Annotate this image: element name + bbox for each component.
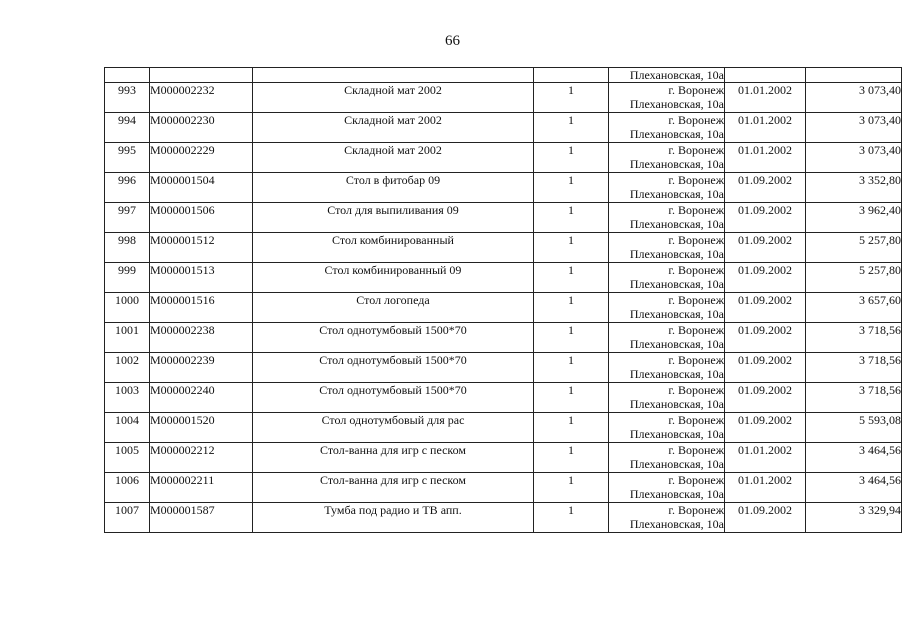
cell-name: Стол однотумбовый 1500*70: [253, 353, 534, 383]
address-city: г. Воронеж: [668, 353, 724, 367]
cell-qty: 1: [534, 443, 609, 473]
cell-sum: 5 257,80: [806, 263, 902, 293]
cell-qty: 1: [534, 353, 609, 383]
address-city: г. Воронеж: [668, 113, 724, 127]
page-number: 66: [445, 33, 460, 49]
cell-code: М000002238: [150, 323, 253, 353]
cell-name: Стол комбинированный: [253, 233, 534, 263]
cell-code: М000001516: [150, 293, 253, 323]
cell-name: Стол комбинированный 09: [253, 263, 534, 293]
cell-address: [609, 413, 725, 443]
cell-num: 1006: [105, 473, 150, 503]
address-street: Плехановская, 10а: [629, 427, 724, 441]
cell-qty: 1: [534, 263, 609, 293]
cell-name: Стол однотумбовый 1500*70: [253, 383, 534, 413]
cell-date: 01.09.2002: [725, 323, 806, 353]
address-city: г. Воронеж: [668, 143, 724, 157]
continuation-row: [105, 68, 902, 83]
cell-num: 1003: [105, 383, 150, 413]
cell-num: 997: [105, 203, 150, 233]
cell-address: [609, 173, 725, 203]
address-street: Плехановская, 10а: [629, 517, 724, 531]
cell-name: Стол в фитобар 09: [253, 173, 534, 203]
cell-code: М000002229: [150, 143, 253, 173]
cell-sum: 3 464,56: [806, 473, 902, 503]
cell-date: 01.09.2002: [725, 233, 806, 263]
cell-qty: 1: [534, 503, 609, 533]
address-street: Плехановская, 10а: [629, 307, 724, 321]
cell-qty: 1: [534, 113, 609, 143]
table-row: [105, 83, 902, 113]
cell-sum: 3 073,40: [806, 113, 902, 143]
cell-address: [609, 233, 725, 263]
cell-code: М000002211: [150, 473, 253, 503]
address-city: г. Воронеж: [668, 323, 724, 337]
table-row: [105, 263, 902, 293]
table-row: [105, 413, 902, 443]
cell-num: 993: [105, 83, 150, 113]
table-row: [105, 203, 902, 233]
cell-num: 998: [105, 233, 150, 263]
address-street: Плехановская, 10а: [629, 337, 724, 351]
inventory-table-body: [105, 68, 902, 533]
address-city: г. Воронеж: [668, 413, 724, 427]
cell-sum: [806, 68, 902, 83]
table-row: [105, 443, 902, 473]
cell-name: Складной мат 2002: [253, 83, 534, 113]
cell-sum: 5 257,80: [806, 233, 902, 263]
cell-code: М000001504: [150, 173, 253, 203]
cell-code: М000001506: [150, 203, 253, 233]
cell-num: 1001: [105, 323, 150, 353]
cell-date: 01.09.2002: [725, 383, 806, 413]
cell-code: М000001520: [150, 413, 253, 443]
address-street: Плехановская, 10а: [629, 127, 724, 141]
cell-code: [150, 68, 253, 83]
cell-address: [609, 473, 725, 503]
cell-code: М000002240: [150, 383, 253, 413]
cell-address: [609, 203, 725, 233]
cell-sum: 3 718,56: [806, 353, 902, 383]
cell-date: 01.09.2002: [725, 353, 806, 383]
cell-sum: 3 073,40: [806, 83, 902, 113]
cell-sum: 3 329,94: [806, 503, 902, 533]
cell-date: 01.01.2002: [725, 143, 806, 173]
cell-qty: 1: [534, 473, 609, 503]
cell-sum: 5 593,08: [806, 413, 902, 443]
cell-address: [609, 293, 725, 323]
table-row: [105, 143, 902, 173]
cell-code: М000002232: [150, 83, 253, 113]
cell-name: Стол для выпиливания 09: [253, 203, 534, 233]
address-street: Плехановская, 10а: [629, 277, 724, 291]
cell-code: М000002239: [150, 353, 253, 383]
table-row: [105, 383, 902, 413]
cell-num: 995: [105, 143, 150, 173]
cell-address: [609, 263, 725, 293]
cell-code: М000001587: [150, 503, 253, 533]
cell-code: М000001512: [150, 233, 253, 263]
cell-name: Стол-ванна для игр с песком: [253, 473, 534, 503]
cell-date: 01.09.2002: [725, 503, 806, 533]
address-street: Плехановская, 10а: [629, 187, 724, 201]
cell-qty: 1: [534, 83, 609, 113]
cell-address: Плехановская, 10а: [609, 68, 725, 83]
cell-date: 01.01.2002: [725, 113, 806, 143]
cell-qty: [534, 68, 609, 83]
cell-qty: 1: [534, 233, 609, 263]
table-row: [105, 233, 902, 263]
cell-code: М000001513: [150, 263, 253, 293]
cell-address: [609, 83, 725, 113]
cell-qty: 1: [534, 323, 609, 353]
table-row: [105, 353, 902, 383]
cell-name: Стол-ванна для игр с песком: [253, 443, 534, 473]
cell-address: [609, 443, 725, 473]
table-row: [105, 473, 902, 503]
cell-date: 01.09.2002: [725, 173, 806, 203]
address-city: г. Воронеж: [668, 503, 724, 517]
address-street: Плехановская, 10а: [629, 367, 724, 381]
cell-sum: 3 718,56: [806, 323, 902, 353]
cell-address: [609, 383, 725, 413]
cell-qty: 1: [534, 173, 609, 203]
cell-sum: 3 962,40: [806, 203, 902, 233]
address-street: Плехановская, 10а: [629, 397, 724, 411]
address-city: г. Воронеж: [668, 83, 724, 97]
cell-sum: 3 352,80: [806, 173, 902, 203]
cell-date: 01.09.2002: [725, 263, 806, 293]
cell-num: 996: [105, 173, 150, 203]
cell-date: 01.01.2002: [725, 83, 806, 113]
address-city: г. Воронеж: [668, 233, 724, 247]
cell-sum: 3 718,56: [806, 383, 902, 413]
cell-date: 01.09.2002: [725, 203, 806, 233]
cell-num: 1004: [105, 413, 150, 443]
cell-address: [609, 503, 725, 533]
cell-sum: 3 073,40: [806, 143, 902, 173]
address-street: Плехановская, 10а: [629, 487, 724, 501]
cell-address: [609, 143, 725, 173]
cell-name: Стол логопеда: [253, 293, 534, 323]
table-row: [105, 503, 902, 533]
cell-sum: 3 464,56: [806, 443, 902, 473]
cell-address: [609, 113, 725, 143]
table-row: [105, 293, 902, 323]
cell-qty: 1: [534, 383, 609, 413]
table-row: [105, 173, 902, 203]
cell-date: 01.01.2002: [725, 443, 806, 473]
address-city: г. Воронеж: [668, 263, 724, 277]
cell-name: Стол однотумбовый для рас: [253, 413, 534, 443]
cell-address: [609, 323, 725, 353]
address-street: Плехановская, 10а: [629, 157, 724, 171]
inventory-table: [104, 67, 902, 533]
cell-num: 1005: [105, 443, 150, 473]
address-city: г. Воронеж: [668, 203, 724, 217]
address-street: Плехановская, 10а: [629, 97, 724, 111]
address-street: Плехановская, 10а: [629, 457, 724, 471]
cell-num: 1000: [105, 293, 150, 323]
cell-qty: 1: [534, 293, 609, 323]
table-row: [105, 113, 902, 143]
cell-name: Тумба под радио и ТВ апп.: [253, 503, 534, 533]
cell-date: 01.09.2002: [725, 293, 806, 323]
cell-code: М000002230: [150, 113, 253, 143]
address-city: г. Воронеж: [668, 173, 724, 187]
cell-num: 999: [105, 263, 150, 293]
cell-name: Складной мат 2002: [253, 113, 534, 143]
cell-name: Складной мат 2002: [253, 143, 534, 173]
address-city: г. Воронеж: [668, 383, 724, 397]
cell-num: [105, 68, 150, 83]
cell-date: 01.09.2002: [725, 413, 806, 443]
cell-qty: 1: [534, 413, 609, 443]
cell-num: 994: [105, 113, 150, 143]
address-city: г. Воронеж: [668, 443, 724, 457]
cell-name: [253, 68, 534, 83]
cell-name: Стол однотумбовый 1500*70: [253, 323, 534, 353]
address-city: г. Воронеж: [668, 293, 724, 307]
address-street: Плехановская, 10а: [629, 217, 724, 231]
address-city: г. Воронеж: [668, 473, 724, 487]
cell-code: М000002212: [150, 443, 253, 473]
cell-qty: 1: [534, 203, 609, 233]
cell-num: 1007: [105, 503, 150, 533]
address-street: Плехановская, 10а: [629, 247, 724, 261]
cell-date: [725, 68, 806, 83]
cell-qty: 1: [534, 143, 609, 173]
cell-address: [609, 353, 725, 383]
table-row: [105, 323, 902, 353]
cell-sum: 3 657,60: [806, 293, 902, 323]
cell-num: 1002: [105, 353, 150, 383]
cell-date: 01.01.2002: [725, 473, 806, 503]
